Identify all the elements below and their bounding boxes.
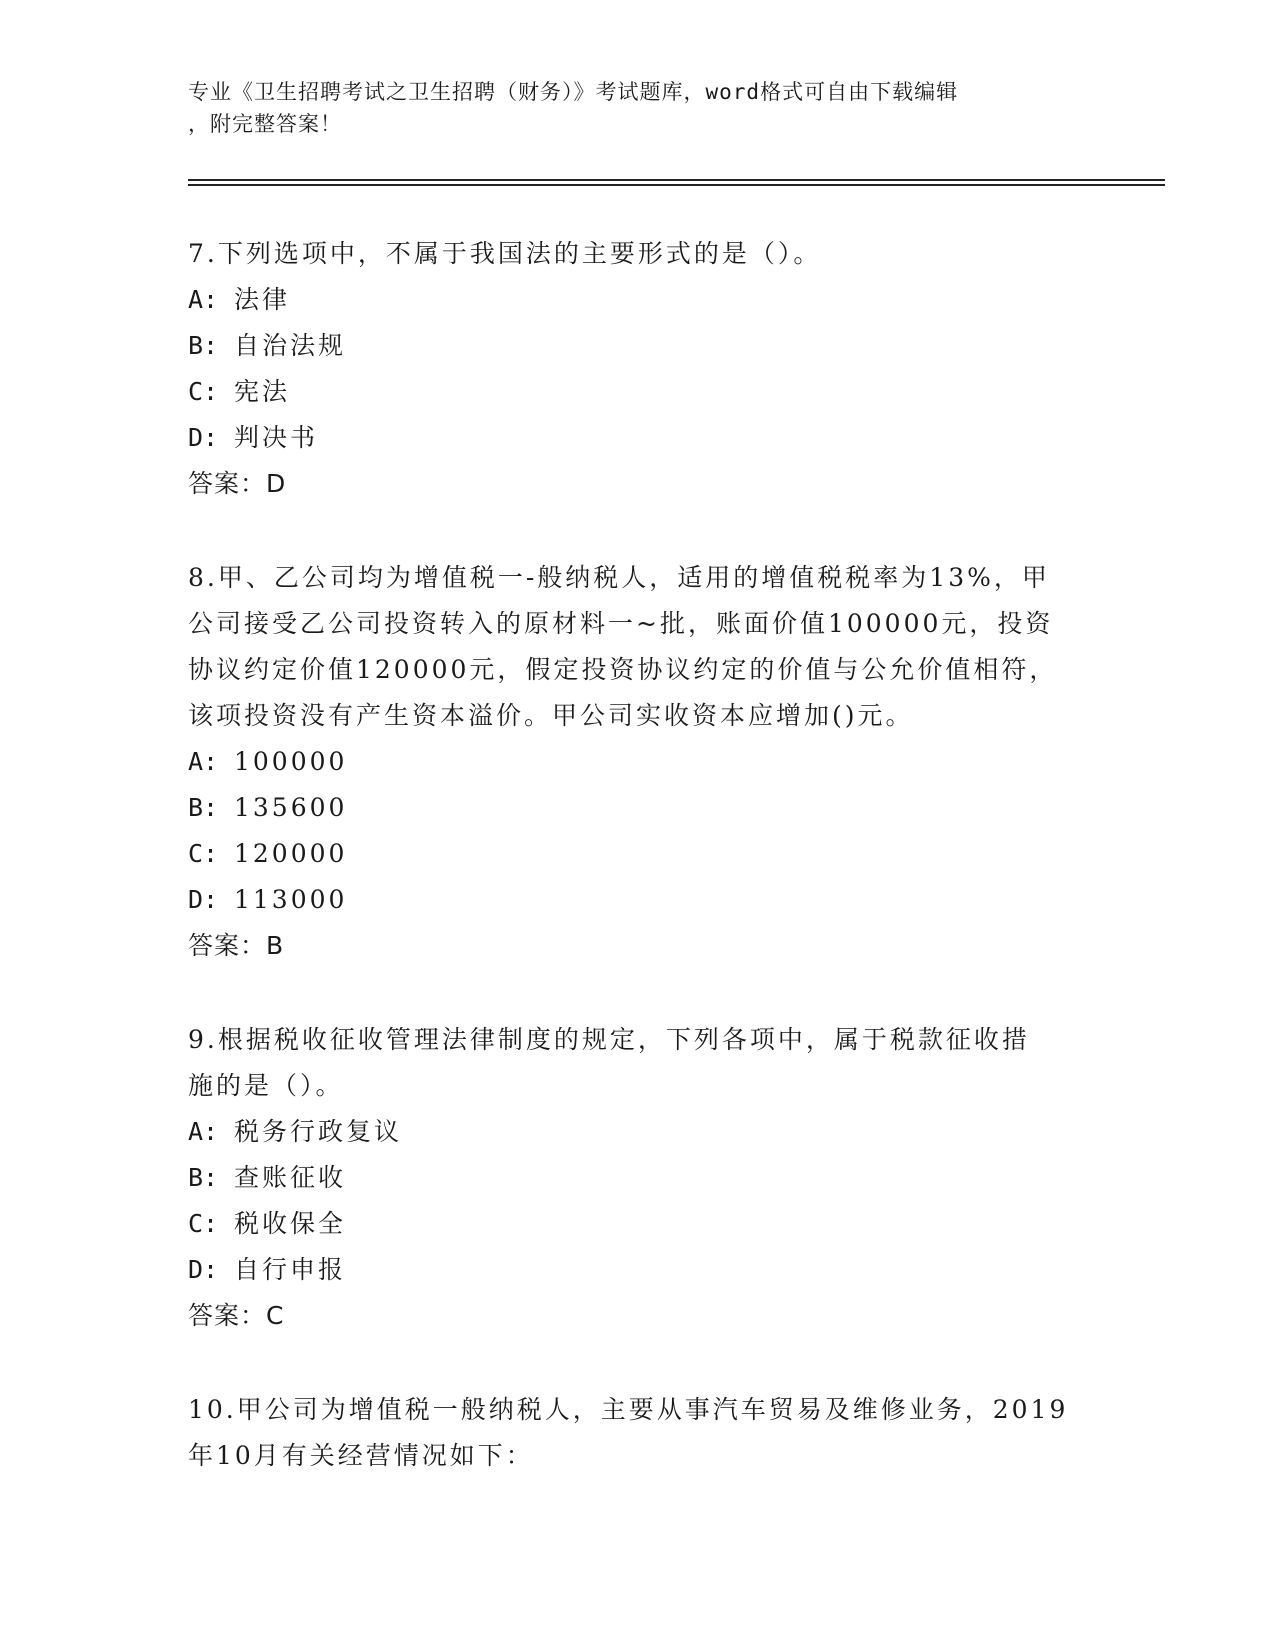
question-8 xyxy=(188,555,1088,969)
header-line: 专业《卫生招聘考试之卫生招聘（财务）》考试题库，word格式可自由下载编辑 xyxy=(188,80,959,104)
option-text: 宪法 xyxy=(234,377,291,406)
option-text: 法律 xyxy=(234,285,291,314)
option-letter: A: xyxy=(188,1117,219,1146)
question-list xyxy=(188,231,1088,1479)
question-spacer xyxy=(188,1339,1088,1387)
header-line: ，附完整答案！ xyxy=(188,112,342,136)
question-9 xyxy=(188,1017,1088,1339)
question-stem-line: 施的是（）。 xyxy=(188,1071,344,1100)
question-spacer xyxy=(188,507,1088,555)
question-stem xyxy=(188,1387,1088,1479)
option-c xyxy=(188,369,1088,415)
option-letter: B: xyxy=(188,1163,219,1192)
option-text: 税务行政复议 xyxy=(234,1117,403,1146)
option-letter: B: xyxy=(188,331,219,360)
option-b xyxy=(188,785,1088,831)
question-stem-line: 该项投资没有产生资本溢价。甲公司实收资本应增加()元。 xyxy=(188,701,914,730)
option-text: 判决书 xyxy=(234,423,319,452)
option-b xyxy=(188,323,1088,369)
document-header xyxy=(188,76,1068,140)
option-a xyxy=(188,277,1088,323)
option-letter: A: xyxy=(188,285,219,314)
option-a xyxy=(188,1109,1088,1155)
question-spacer xyxy=(188,969,1088,1017)
option-c xyxy=(188,1201,1088,1247)
option-text: 税收保全 xyxy=(234,1209,347,1238)
option-b xyxy=(188,1155,1088,1201)
question-stem-line: 10.甲公司为增值税一般纳税人，主要从事汽车贸易及维修业务，2019 xyxy=(188,1395,1069,1424)
question-stem-line: 协议约定价值120000元，假定投资协议约定的价值与公允价值相符， xyxy=(188,655,1058,684)
question-stem-line: 年10月有关经营情况如下： xyxy=(188,1441,534,1470)
option-letter: D: xyxy=(188,1255,219,1284)
option-text: 120000 xyxy=(234,839,348,868)
option-text: 自行申报 xyxy=(234,1255,347,1284)
answer-key: 答案：B xyxy=(188,931,285,960)
option-letter: C: xyxy=(188,839,219,868)
option-letter: C: xyxy=(188,1209,219,1238)
option-text: 113000 xyxy=(234,885,348,914)
header-divider xyxy=(188,184,1165,186)
question-stem xyxy=(188,555,1088,739)
question-stem-line: 7.下列选项中，不属于我国法的主要形式的是（）。 xyxy=(188,239,822,268)
option-a xyxy=(188,739,1088,785)
question-stem-line: 8.甲、乙公司均为增值税一-般纳税人，适用的增值税税率为13%，甲 xyxy=(188,563,1050,592)
question-7 xyxy=(188,231,1088,507)
option-letter: B: xyxy=(188,793,219,822)
option-letter: A: xyxy=(188,747,219,776)
option-text: 135600 xyxy=(234,793,348,822)
question-stem-line: 9.根据税收征收管理法律制度的规定，下列各项中，属于税款征收措 xyxy=(188,1025,1030,1054)
question-10 xyxy=(188,1387,1088,1479)
question-stem xyxy=(188,1017,1088,1109)
question-stem xyxy=(188,231,1088,277)
option-text: 100000 xyxy=(234,747,348,776)
answer-key: 答案：D xyxy=(188,469,287,498)
option-letter: C: xyxy=(188,377,219,406)
answer-key: 答案：C xyxy=(188,1301,285,1330)
option-text: 查账征收 xyxy=(234,1163,347,1192)
option-d xyxy=(188,415,1088,461)
option-d xyxy=(188,877,1088,923)
option-c xyxy=(188,831,1088,877)
option-letter: D: xyxy=(188,423,219,452)
option-d xyxy=(188,1247,1088,1293)
question-stem-line: 公司接受乙公司投资转入的原材料一~批，账面价值100000元，投资 xyxy=(188,609,1054,638)
option-letter: D: xyxy=(188,885,219,914)
option-text: 自治法规 xyxy=(234,331,347,360)
header-divider xyxy=(188,179,1165,181)
